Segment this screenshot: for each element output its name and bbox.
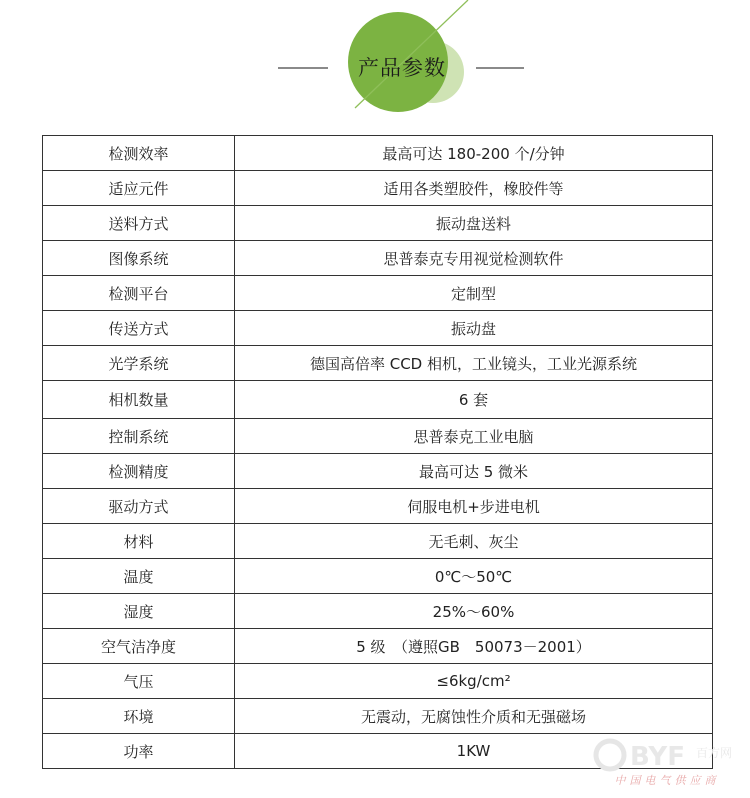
param-value: ≤6kg/cm² [235,664,713,699]
param-row [43,594,713,629]
param-value: 思普泰克工业电脑 [235,419,713,454]
section-header [0,0,750,125]
param-row [43,699,713,734]
param-label: 温度 [43,559,235,594]
param-label: 控制系统 [43,419,235,454]
param-label: 送料方式 [43,206,235,241]
param-value: 伺服电机+步进电机 [235,489,713,524]
page-title: 产品参数 [358,56,446,80]
param-label: 图像系统 [43,241,235,276]
param-label: 功率 [43,734,235,769]
param-label: 适应元件 [43,171,235,206]
param-value: 最高可达 180-200 个/分钟 [235,136,713,171]
param-value: 振动盘 [235,311,713,346]
param-value: 25%～60% [235,594,713,629]
param-row [43,489,713,524]
param-row [43,311,713,346]
param-row [43,346,713,381]
param-value: 定制型 [235,276,713,311]
param-row [43,524,713,559]
param-row [43,276,713,311]
param-value: 振动盘送料 [235,206,713,241]
param-label: 空气洁净度 [43,629,235,664]
param-value: 德国高倍率 CCD 相机，工业镜头，工业光源系统 [235,346,713,381]
param-label: 相机数量 [43,381,235,419]
param-row [43,629,713,664]
param-label: 气压 [43,664,235,699]
param-label: 传送方式 [43,311,235,346]
param-value: 无毛刺、灰尘 [235,524,713,559]
param-row [43,136,713,171]
param-row [43,381,713,419]
param-label: 驱动方式 [43,489,235,524]
param-value: 思普泰克专用视觉检测软件 [235,241,713,276]
param-row [43,664,713,699]
watermark-subtitle: 中国电气供应商 [614,774,720,787]
param-value: 6 套 [235,381,713,419]
param-value: 无震动，无腐蚀性介质和无强磁场 [235,699,713,734]
param-label: 环境 [43,699,235,734]
param-row [43,241,713,276]
watermark-logo-small: 百方网 [696,746,733,760]
param-label: 光学系统 [43,346,235,381]
param-label: 湿度 [43,594,235,629]
param-row [43,559,713,594]
param-value: 5 级 （遵照GB 50073－2001） [235,629,713,664]
param-row [43,206,713,241]
param-label: 检测效率 [43,136,235,171]
param-label: 检测平台 [43,276,235,311]
param-label: 材料 [43,524,235,559]
param-value: 最高可达 5 微米 [235,454,713,489]
param-value: 0℃～50℃ [235,559,713,594]
param-row [43,171,713,206]
watermark-ring-icon [596,741,624,769]
params-table [42,135,713,769]
param-value: 1KW [235,734,713,769]
watermark-logo-text: BYF [630,742,685,772]
watermark-logo [592,735,742,775]
param-row [43,454,713,489]
param-label: 检测精度 [43,454,235,489]
param-value: 适用各类塑胶件，橡胶件等 [235,171,713,206]
param-row [43,419,713,454]
